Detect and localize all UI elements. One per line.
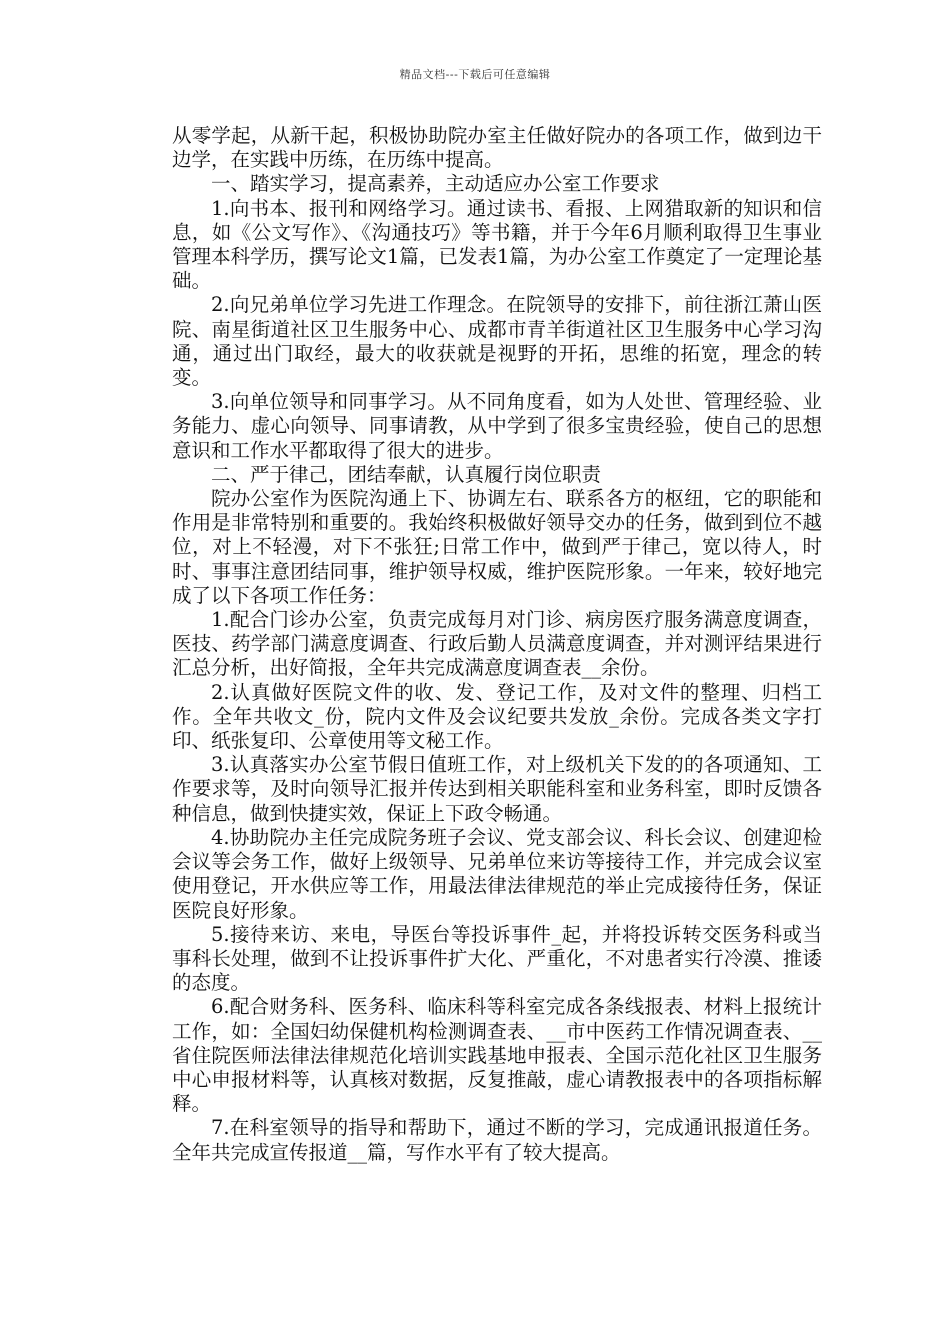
paragraph: 2.认真做好医院文件的收、发、登记工作，及对文件的整理、归档工作。全年共收文_份，院内文件及会议纪要共发放_余份。完成各类文字打印、纸张复印、公章使用等文秘工作。 <box>172 680 822 753</box>
page-header: 精品文档---下载后可任意编辑 <box>399 68 551 81</box>
paragraph: 5.接待来访、来电，导医台等投诉事件_起，并将投诉转交医务科或当事科长处理，做到不让投诉事件扩大化、严重化，不对患者实行冷漠、推诿的态度。 <box>172 922 822 995</box>
paragraph: 1.配合门诊办公室，负责完成每月对门诊、病房医疗服务满意度调查，医技、药学部门满意度调查、行政后勤人员满意度调查，并对测评结果进行汇总分析，出好简报，全年共完成满意度调查表__余份。 <box>172 608 822 680</box>
paragraph: 6.配合财务科、医务科、临床科等科室完成各条线报表、材料上报统计工作，如：全国妇幼保健机构检测调查表、__市中医药工作情况调查表、__省住院医师法律法律规范化培训实践基地申报表、全国示范化社区卫生服务中心申报材料等，认真核对数据，反复推敲，虚心请教报表中的各项指标解释。 <box>172 995 822 1116</box>
paragraph: 3.认真落实办公室节假日值班工作，对上级机关下发的的各项通知、工作要求等，及时向领导汇报并传达到相关职能科室和业务科室，即时反馈各种信息，做到快捷实效，保证上下政令畅通。 <box>172 753 822 825</box>
paragraph: 7.在科室领导的指导和帮助下，通过不断的学习，完成通讯报道任务。全年共完成宣传报道__篇，写作水平有了较大提高。 <box>172 1116 822 1164</box>
paragraph: 4.协助院办主任完成院务班子会议、党支部会议、科长会议、创建迎检会议等会务工作，做好上级领导、兄弟单位来访等接待工作，并完成会议室使用登记，开水供应等工作，用最法律法律规范的举止完成接待任务，保证医院良好形象。 <box>172 825 822 922</box>
paragraph: 3.向单位领导和同事学习。从不同角度看，如为人处世、管理经验、业务能力、虚心向领导、同事请教，从中学到了很多宝贵经验，使自己的思想意识和工作水平都取得了很大的进步。 <box>172 390 822 462</box>
section-heading-1: 一、踏实学习，提高素养，主动适应办公室工作要求 <box>211 172 660 196</box>
paragraph: 1.向书本、报刊和网络学习。通过读书、看报、上网猎取新的知识和信息，如《公文写作》、《沟通技巧》等书籍，并于今年6月顺利取得卫生事业管理本科学历，撰写论文1篇，已发表1篇，为办公室工作奠定了一定理论基础。 <box>172 196 822 293</box>
paragraph: 2.向兄弟单位学习先进工作理念。在院领导的安排下，前往浙江萧山医院、南星街道社区卫生服务中心、成都市青羊街道社区卫生服务中心学习沟通，通过出门取经，最大的收获就是视野的开拓，思维的拓宽，理念的转变。 <box>172 293 822 390</box>
paragraph: 院办公室作为医院沟通上下、协调左右、联系各方的枢纽，它的职能和作用是非常特别和重要的。我始终积极做好领导交办的任务，做到到位不越位，对上不轻漫，对下不张狂;日常工作中，做到严于律己，宽以待人，时时、事事注意团结同事，维护领导权威，维护医院形象。一年来，较好地完成了以下各项工作任务： <box>172 487 822 607</box>
paragraph: 从零学起，从新干起，积极协助院办室主任做好院办的各项工作，做到边干边学，在实践中历练，在历练中提高。 <box>172 124 822 172</box>
section-heading-2: 二、严于律己，团结奉献，认真履行岗位职责 <box>211 462 602 486</box>
document-body <box>172 124 822 1165</box>
